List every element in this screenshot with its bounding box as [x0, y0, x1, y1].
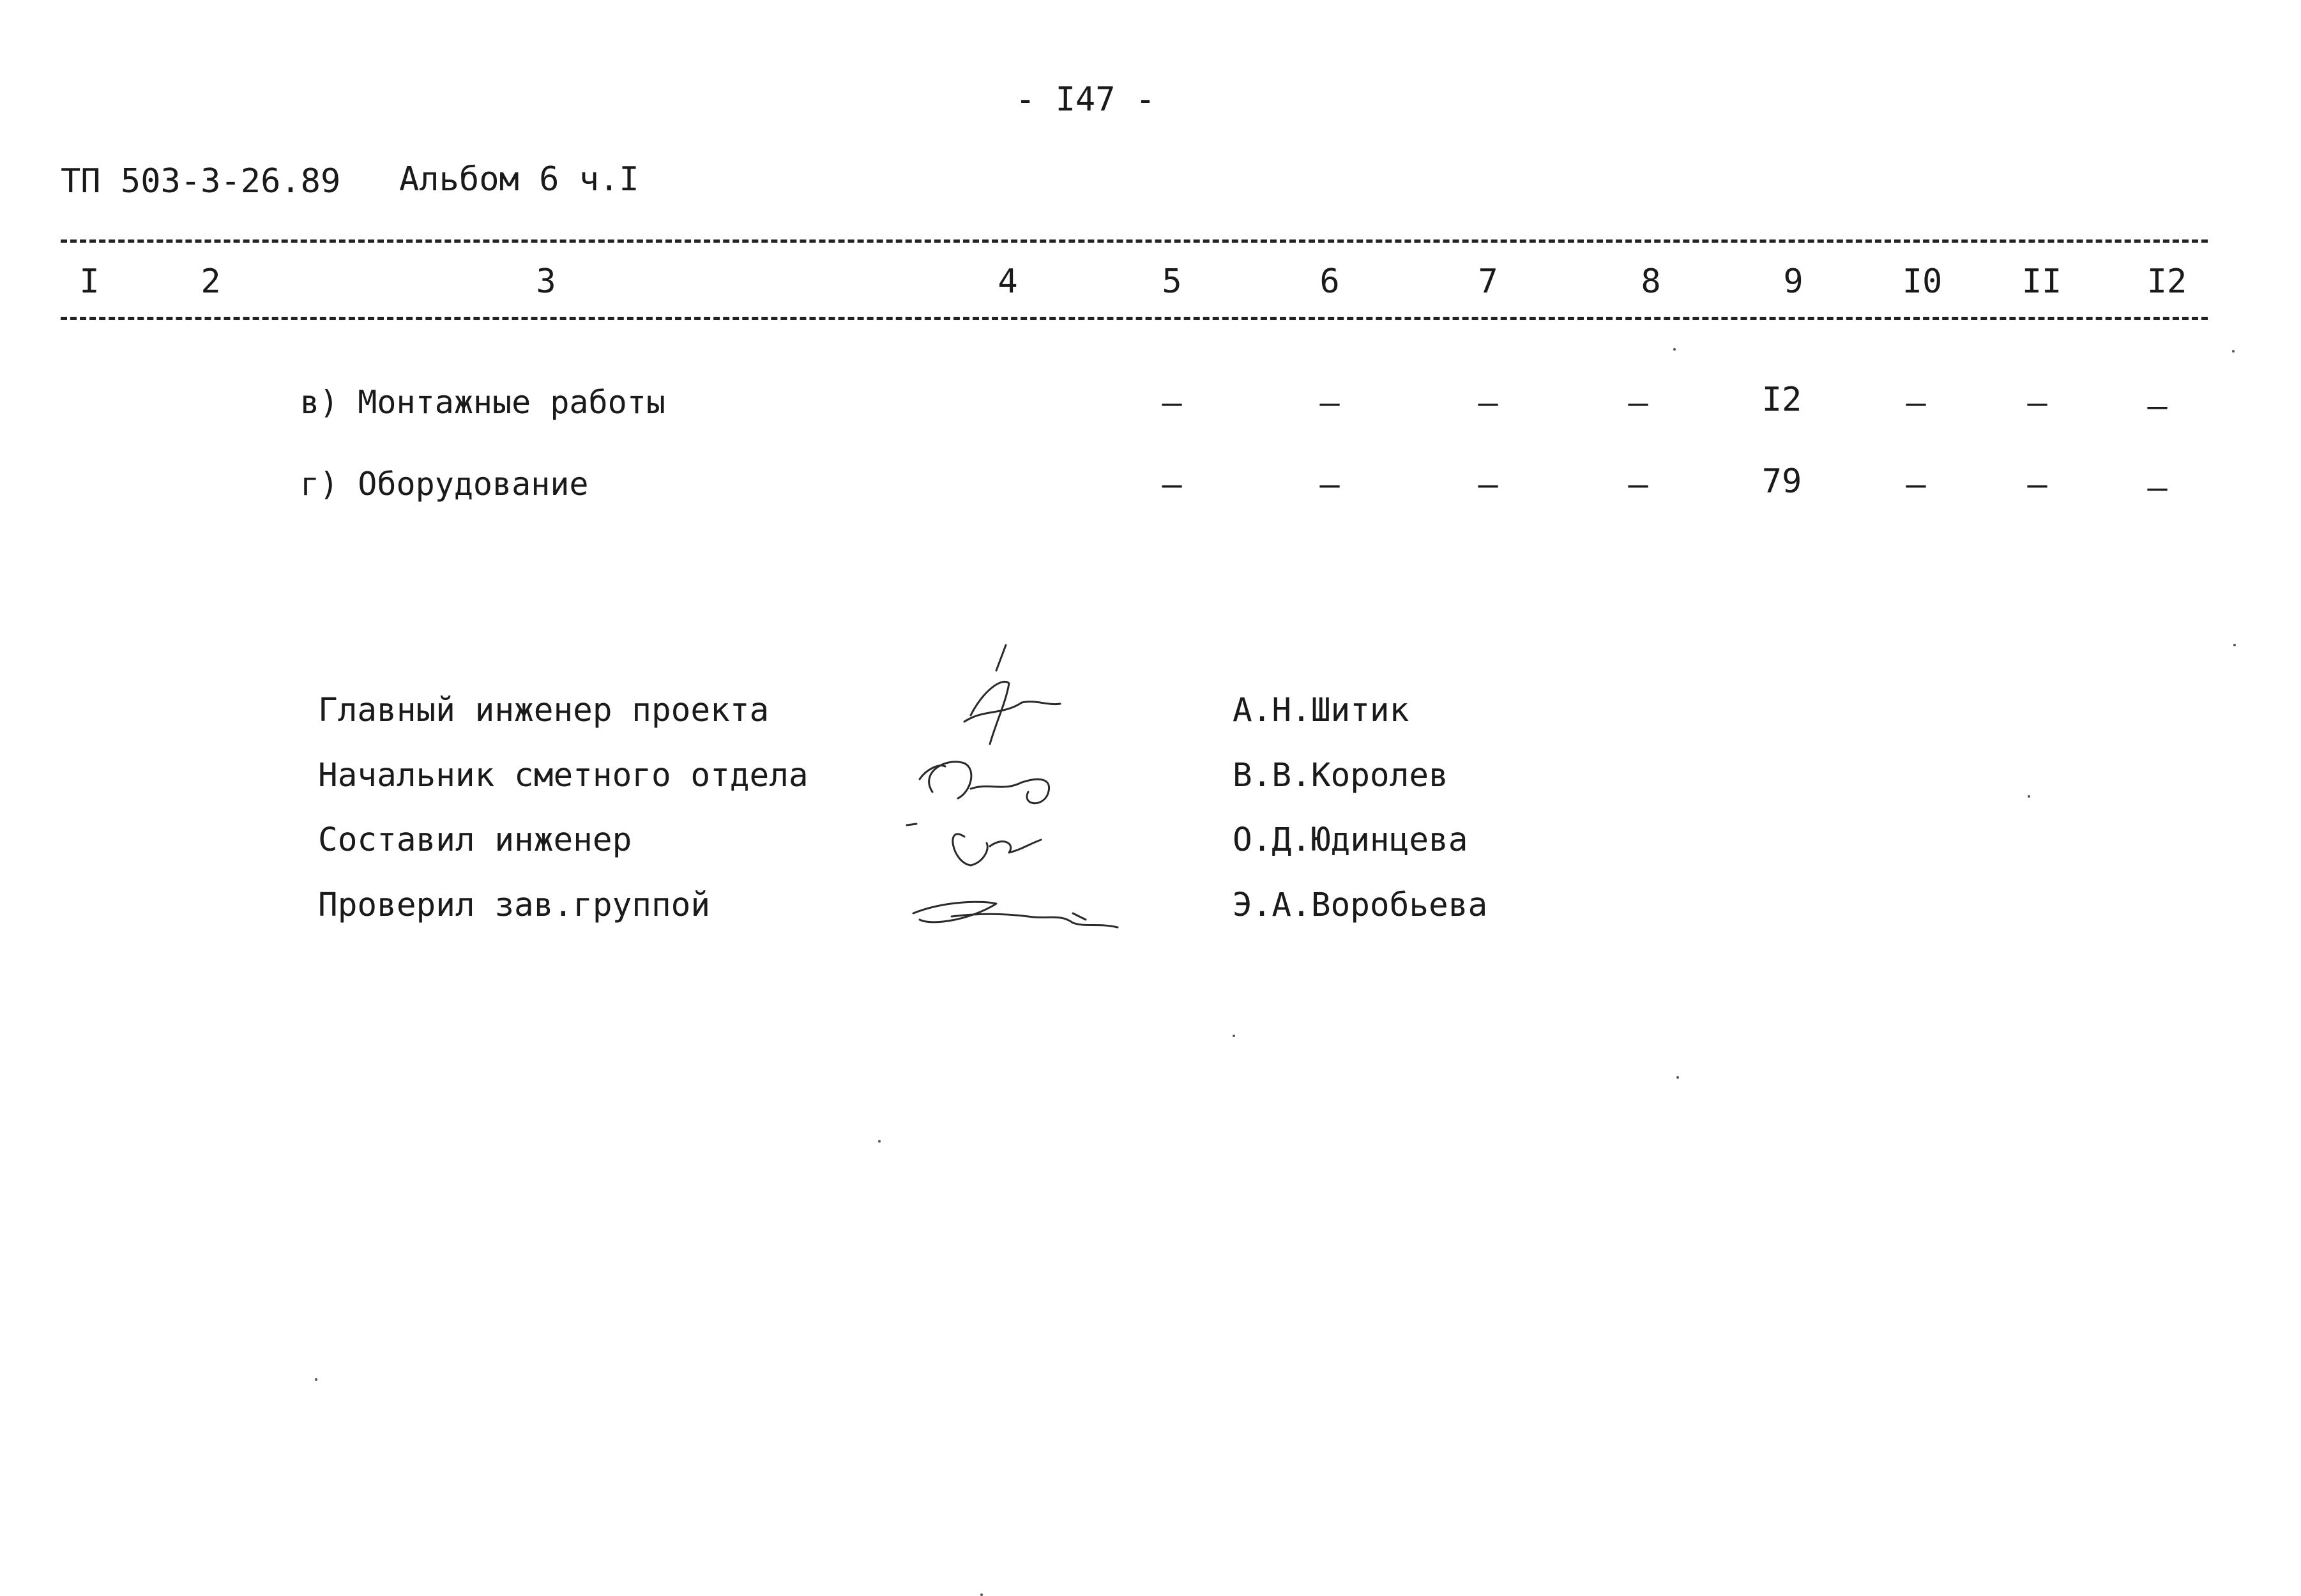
- column-header-3: 3: [536, 262, 556, 301]
- scan-speck: [315, 1378, 317, 1381]
- column-header-8: 8: [1641, 262, 1661, 301]
- table-cell: –: [1162, 384, 1182, 422]
- table-cell: 79: [1761, 462, 1802, 501]
- album-reference: Альбом 6 ч.I: [399, 160, 639, 199]
- table-cell: –: [1906, 384, 1926, 422]
- table-cell: –: [1478, 384, 1498, 422]
- table-cell: –: [2147, 387, 2168, 425]
- scan-speck: [1673, 348, 1676, 351]
- column-header-1: I: [79, 262, 100, 301]
- row-label: г) Оборудование: [300, 466, 589, 503]
- table-cell: –: [1319, 384, 1340, 422]
- column-header-12: I2: [2146, 262, 2187, 301]
- scan-speck: [2232, 350, 2235, 353]
- page-number: - I47 -: [1015, 80, 1156, 119]
- column-header-10: I0: [1902, 262, 1943, 301]
- signature-1: [964, 681, 1060, 744]
- table-header-top-rule: [61, 239, 2208, 243]
- signer-name: Э.А.Воробьева: [1233, 886, 1488, 924]
- scan-speck: [2233, 644, 2236, 646]
- table-cell: –: [1319, 466, 1340, 504]
- row-label: в) Монтажные работы: [300, 384, 665, 421]
- table-cell: –: [2027, 466, 2047, 504]
- signer-name: А.Н.Шитик: [1233, 692, 1409, 729]
- scan-speck: [1676, 1076, 1679, 1079]
- column-header-4: 4: [998, 262, 1018, 301]
- signer-name: О.Д.Юдинцева: [1233, 821, 1468, 859]
- signer-role: Главный инженер проекта: [318, 692, 770, 729]
- scan-speck: [2028, 795, 2030, 798]
- table-cell: –: [1478, 466, 1498, 504]
- signer-name: В.В.Королев: [1233, 757, 1448, 794]
- table-header-bottom-rule: [61, 317, 2208, 320]
- scan-speck: [1233, 1035, 1235, 1037]
- handwritten-signatures: [894, 632, 1213, 952]
- column-header-11: II: [2021, 262, 2062, 301]
- table-cell: –: [1906, 466, 1926, 504]
- table-cell: –: [2027, 384, 2047, 422]
- table-cell: I2: [1761, 381, 1802, 419]
- signer-role: Проверил зав.группой: [318, 886, 711, 924]
- scan-speck: [980, 1593, 983, 1596]
- column-header-5: 5: [1162, 262, 1182, 301]
- signer-role: Начальник сметного отдела: [318, 757, 809, 794]
- document-code: ТП 503-3-26.89: [61, 162, 341, 201]
- column-header-9: 9: [1783, 262, 1804, 301]
- signer-role: Составил инженер: [318, 821, 632, 859]
- column-header-7: 7: [1478, 262, 1498, 301]
- table-cell: –: [2147, 469, 2168, 507]
- column-header-6: 6: [1319, 262, 1340, 301]
- signature-2: [929, 762, 1049, 803]
- signature-4: [913, 902, 1118, 927]
- signature-3: [953, 834, 1041, 865]
- table-cell: –: [1628, 466, 1648, 504]
- scan-speck: [878, 1140, 881, 1143]
- table-cell: –: [1162, 466, 1182, 504]
- table-cell: –: [1628, 384, 1648, 422]
- column-header-2: 2: [201, 262, 221, 301]
